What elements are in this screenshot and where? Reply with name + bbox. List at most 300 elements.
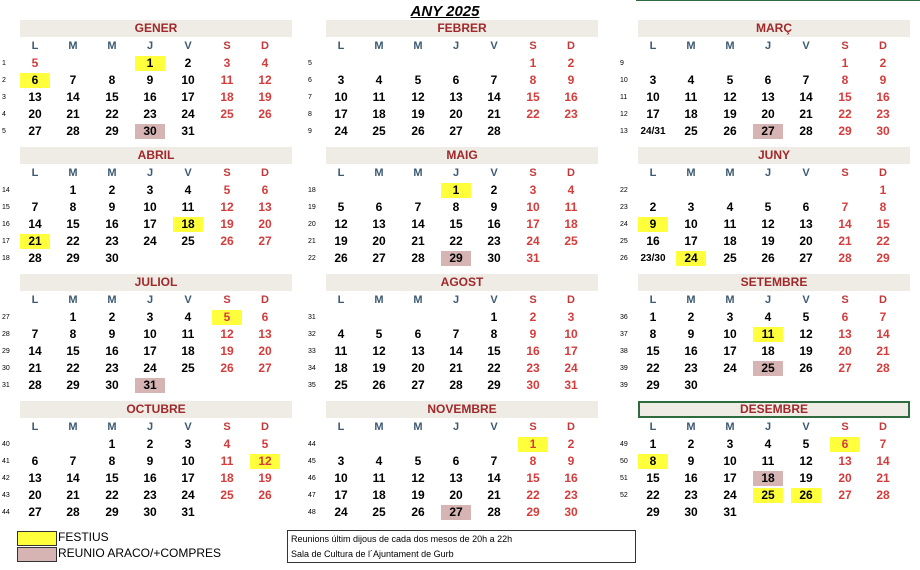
day-cell: 23 — [684, 361, 698, 375]
day-cell: 21 — [449, 361, 463, 375]
day-cell: 1 — [649, 437, 657, 451]
day-cell: 6 — [764, 73, 772, 87]
day-cell: 22 — [646, 361, 660, 375]
day-cell: 19 — [411, 107, 425, 121]
day-cell: 22 — [105, 488, 119, 502]
weekday-label: D — [261, 167, 269, 179]
divider — [636, 0, 920, 1]
weekday-label: V — [802, 40, 810, 52]
week-number: 36 — [620, 314, 628, 321]
month-title: ABRIL — [20, 147, 292, 164]
day-cell: 26 — [258, 107, 272, 121]
day-cell: 13 — [411, 344, 425, 358]
day-cell: 5 — [375, 327, 383, 341]
legend-festius-swatch — [17, 531, 57, 546]
day-cell: 30 — [105, 251, 119, 265]
day-cell: 1 — [649, 310, 657, 324]
weekday-label: L — [649, 40, 657, 52]
weekday-label: S — [529, 40, 537, 52]
day-cell: 5 — [802, 310, 810, 324]
day-cell: 6 — [20, 73, 50, 88]
day-cell: 12 — [799, 327, 813, 341]
day-cell: 18 — [761, 344, 775, 358]
weekday-label: L — [649, 421, 657, 433]
day-cell: 9 — [567, 73, 575, 87]
day-cell: 16 — [684, 471, 698, 485]
day-cell: 3 — [184, 437, 192, 451]
weekday-label: D — [879, 294, 887, 306]
day-cell: 18 — [564, 217, 578, 231]
day-cell: 23 — [564, 488, 578, 502]
week-number: 21 — [308, 238, 316, 245]
day-cell: 15 — [838, 90, 852, 104]
day-cell: 16 — [487, 217, 501, 231]
week-number: 4 — [2, 111, 6, 118]
weekday-label: M — [374, 40, 384, 52]
day-cell: 18 — [372, 488, 386, 502]
week-number: 5 — [2, 128, 6, 135]
day-cell: 8 — [490, 327, 498, 341]
week-number: 24 — [620, 221, 628, 228]
day-cell: 20 — [411, 361, 425, 375]
day-cell: 12 — [761, 217, 775, 231]
day-cell: 27 — [28, 505, 42, 519]
week-number: 10 — [620, 77, 628, 84]
day-cell: 20 — [799, 234, 813, 248]
day-cell: 28 — [876, 488, 890, 502]
day-cell: 3 — [687, 200, 695, 214]
month-juliol — [2, 274, 292, 392]
day-cell: 11 — [220, 73, 234, 87]
weekday-label: S — [841, 421, 849, 433]
day-cell: 12 — [723, 90, 737, 104]
day-cell: 8 — [529, 73, 537, 87]
day-cell: 4 — [375, 454, 383, 468]
week-number: 11 — [620, 94, 628, 101]
day-cell: 14 — [838, 217, 852, 231]
day-cell: 2 — [879, 56, 887, 70]
day-cell: 4 — [184, 310, 192, 324]
day-cell: 30 — [526, 378, 540, 392]
day-cell: 30 — [876, 124, 890, 138]
weekday-label: M — [107, 167, 117, 179]
day-cell: 7 — [69, 73, 77, 87]
weekday-label: M — [686, 40, 696, 52]
weekday-label: S — [841, 167, 849, 179]
day-cell: 25 — [372, 124, 386, 138]
week-number: 52 — [620, 492, 628, 499]
day-cell: 8 — [108, 73, 116, 87]
month-maig — [308, 147, 598, 265]
day-cell: 4 — [337, 327, 345, 341]
week-number: 6 — [308, 77, 312, 84]
week-number: 22 — [620, 187, 628, 194]
weekday-label: D — [261, 421, 269, 433]
day-cell: 6 — [452, 73, 460, 87]
weekday-label: S — [223, 294, 231, 306]
day-cell: 10 — [684, 217, 698, 231]
month-desembre — [620, 401, 910, 519]
day-cell: 25 — [723, 251, 737, 265]
day-cell: 18 — [372, 107, 386, 121]
weekday-label: M — [68, 40, 78, 52]
day-cell: 28 — [799, 124, 813, 138]
weekday-label: J — [452, 294, 460, 306]
week-number: 15 — [2, 204, 10, 211]
week-number: 27 — [2, 314, 10, 321]
week-number: 3 — [2, 94, 6, 101]
day-cell: 27 — [449, 124, 463, 138]
day-cell: 11 — [181, 200, 195, 214]
weekday-label: L — [337, 40, 345, 52]
day-cell: 26 — [761, 251, 775, 265]
day-cell: 26 — [799, 361, 813, 375]
day-cell: 17 — [526, 217, 540, 231]
day-cell: 6 — [830, 437, 860, 452]
day-cell: 16 — [646, 234, 660, 248]
weekday-label: J — [764, 167, 772, 179]
day-cell: 18 — [684, 107, 698, 121]
day-cell: 2 — [146, 437, 154, 451]
day-cell: 2 — [184, 56, 192, 70]
day-cell: 30 — [684, 378, 698, 392]
day-cell: 30 — [135, 124, 165, 139]
day-cell: 5 — [31, 56, 39, 70]
weekday-label: M — [686, 421, 696, 433]
weekday-label: L — [649, 167, 657, 179]
day-cell: 16 — [143, 471, 157, 485]
week-number: 18 — [308, 187, 316, 194]
weekday-label: D — [567, 421, 575, 433]
day-cell: 1 — [879, 183, 887, 197]
day-cell: 2 — [687, 310, 695, 324]
day-cell: 28 — [28, 251, 42, 265]
day-cell: 17 — [143, 217, 157, 231]
day-cell: 4 — [764, 437, 772, 451]
day-cell: 4 — [726, 200, 734, 214]
day-cell: 6 — [261, 183, 269, 197]
day-cell: 4 — [687, 73, 695, 87]
day-cell: 24 — [334, 505, 348, 519]
weekday-label: S — [529, 167, 537, 179]
day-cell: 7 — [490, 73, 498, 87]
week-number: 29 — [2, 348, 10, 355]
day-cell: 10 — [143, 200, 157, 214]
day-cell: 11 — [684, 90, 698, 104]
weekday-label: J — [452, 167, 460, 179]
day-cell: 10 — [723, 454, 737, 468]
week-number: 8 — [308, 111, 312, 118]
day-cell: 24 — [143, 361, 157, 375]
weekday-label: S — [223, 40, 231, 52]
day-cell: 31 — [723, 505, 737, 519]
month-title: MAIG — [326, 147, 598, 164]
day-cell: 4 — [223, 437, 231, 451]
week-number: 51 — [620, 475, 628, 482]
day-cell: 21 — [876, 344, 890, 358]
weekday-label: L — [337, 421, 345, 433]
weekday-label: V — [802, 294, 810, 306]
day-cell: 9 — [567, 454, 575, 468]
page-title: ANY 2025 — [410, 3, 480, 20]
legend-reunio-swatch — [17, 547, 57, 562]
day-cell: 27 — [441, 505, 471, 520]
day-cell: 31 — [181, 505, 195, 519]
day-cell: 28 — [66, 505, 80, 519]
weekday-label: S — [529, 294, 537, 306]
day-cell: 14 — [28, 344, 42, 358]
day-cell: 24 — [143, 234, 157, 248]
weekday-label: L — [31, 294, 39, 306]
day-cell: 4 — [184, 183, 192, 197]
day-cell: 7 — [490, 454, 498, 468]
day-cell: 3 — [146, 310, 154, 324]
day-cell: 9 — [108, 200, 116, 214]
weekday-label: V — [184, 294, 192, 306]
weekday-label: J — [764, 294, 772, 306]
day-cell: 23 — [487, 234, 501, 248]
day-cell: 11 — [372, 471, 386, 485]
day-cell: 23/30 — [640, 253, 666, 264]
week-number: 35 — [308, 382, 316, 389]
day-cell: 28 — [487, 124, 501, 138]
weekday-label: M — [725, 294, 735, 306]
day-cell: 12 — [799, 454, 813, 468]
day-cell: 19 — [334, 234, 348, 248]
day-cell: 23 — [876, 107, 890, 121]
day-cell: 25 — [181, 361, 195, 375]
day-cell: 29 — [526, 505, 540, 519]
week-number: 47 — [308, 492, 316, 499]
month-març — [620, 20, 910, 138]
day-cell: 2 — [687, 437, 695, 451]
week-number: 19 — [308, 204, 316, 211]
day-cell: 15 — [105, 471, 119, 485]
day-cell: 8 — [638, 454, 668, 469]
day-cell: 23 — [143, 107, 157, 121]
day-cell: 13 — [838, 454, 852, 468]
month-title: JULIOL — [20, 274, 292, 291]
day-cell: 1 — [841, 56, 849, 70]
day-cell: 2 — [490, 183, 498, 197]
day-cell: 25 — [220, 107, 234, 121]
week-number: 20 — [308, 221, 316, 228]
day-cell: 17 — [334, 488, 348, 502]
day-cell: 5 — [414, 73, 422, 87]
weekday-label: S — [529, 421, 537, 433]
day-cell: 9 — [638, 217, 668, 232]
day-cell: 4 — [764, 310, 772, 324]
day-cell: 23 — [143, 488, 157, 502]
day-cell: 10 — [526, 200, 540, 214]
day-cell: 25 — [753, 361, 783, 376]
day-cell: 16 — [876, 90, 890, 104]
day-cell: 17 — [334, 107, 348, 121]
day-cell: 22 — [838, 107, 852, 121]
day-cell: 13 — [838, 327, 852, 341]
week-number: 31 — [308, 314, 316, 321]
day-cell: 8 — [649, 327, 657, 341]
weekday-label: D — [261, 294, 269, 306]
day-cell: 30 — [487, 251, 501, 265]
day-cell: 30 — [105, 378, 119, 392]
day-cell: 5 — [726, 73, 734, 87]
day-cell: 8 — [69, 327, 77, 341]
day-cell: 2 — [108, 183, 116, 197]
day-cell: 30 — [684, 505, 698, 519]
weekday-label: M — [107, 40, 117, 52]
day-cell: 22 — [449, 234, 463, 248]
month-agost — [308, 274, 598, 392]
weekday-label: J — [764, 421, 772, 433]
day-cell: 19 — [220, 217, 234, 231]
day-cell: 26 — [372, 378, 386, 392]
notes-line-1: Reunions últim dijous de cada dos mesos de 20h a 22h — [291, 534, 513, 544]
day-cell: 27 — [753, 124, 783, 139]
day-cell: 28 — [411, 251, 425, 265]
day-cell: 23 — [526, 361, 540, 375]
day-cell: 4 — [375, 73, 383, 87]
weekday-label: M — [107, 294, 117, 306]
day-cell: 28 — [487, 505, 501, 519]
day-cell: 4 — [567, 183, 575, 197]
day-cell: 12 — [372, 344, 386, 358]
day-cell: 8 — [108, 454, 116, 468]
day-cell: 7 — [879, 437, 887, 451]
day-cell: 16 — [526, 344, 540, 358]
week-number: 17 — [2, 238, 10, 245]
weekday-label: M — [725, 421, 735, 433]
week-number: 12 — [620, 111, 628, 118]
day-cell: 7 — [802, 73, 810, 87]
day-cell: 26 — [258, 488, 272, 502]
day-cell: 2 — [529, 310, 537, 324]
week-number: 5 — [308, 60, 312, 67]
month-title: GENER — [20, 20, 292, 37]
weekday-label: V — [184, 167, 192, 179]
weekday-label: M — [374, 294, 384, 306]
weekday-label: M — [413, 421, 423, 433]
day-cell: 7 — [452, 327, 460, 341]
day-cell: 9 — [490, 200, 498, 214]
day-cell: 11 — [753, 327, 783, 342]
day-cell: 5 — [802, 437, 810, 451]
weekday-label: L — [31, 40, 39, 52]
day-cell: 11 — [181, 327, 195, 341]
day-cell: 11 — [372, 90, 386, 104]
weekday-label: L — [337, 167, 345, 179]
day-cell: 23 — [105, 234, 119, 248]
day-cell: 8 — [452, 200, 460, 214]
day-cell: 11 — [564, 200, 578, 214]
day-cell: 19 — [761, 234, 775, 248]
day-cell: 20 — [449, 107, 463, 121]
month-title: DESEMBRE — [638, 401, 910, 418]
weekday-label: J — [764, 40, 772, 52]
day-cell: 14 — [28, 217, 42, 231]
day-cell: 29 — [441, 251, 471, 266]
day-cell: 5 — [337, 200, 345, 214]
day-cell: 11 — [761, 454, 775, 468]
week-number: 32 — [308, 331, 316, 338]
day-cell: 29 — [646, 505, 660, 519]
day-cell: 26 — [791, 488, 821, 503]
day-cell: 31 — [135, 378, 165, 393]
day-cell: 20 — [761, 107, 775, 121]
day-cell: 6 — [452, 454, 460, 468]
day-cell: 14 — [876, 327, 890, 341]
day-cell: 27 — [28, 124, 42, 138]
day-cell: 30 — [143, 505, 157, 519]
day-cell: 13 — [372, 217, 386, 231]
day-cell: 19 — [411, 488, 425, 502]
day-cell: 6 — [841, 310, 849, 324]
day-cell: 20 — [28, 107, 42, 121]
day-cell: 6 — [802, 200, 810, 214]
day-cell: 15 — [66, 217, 80, 231]
day-cell: 17 — [723, 344, 737, 358]
day-cell: 28 — [838, 251, 852, 265]
weekday-label: L — [31, 421, 39, 433]
day-cell: 30 — [564, 505, 578, 519]
day-cell: 21 — [66, 107, 80, 121]
day-cell: 20 — [372, 234, 386, 248]
month-title: NOVEMBRE — [326, 401, 598, 418]
week-number: 16 — [2, 221, 10, 228]
day-cell: 3 — [337, 73, 345, 87]
month-novembre — [308, 401, 598, 519]
day-cell: 13 — [449, 90, 463, 104]
day-cell: 28 — [876, 361, 890, 375]
day-cell: 14 — [449, 344, 463, 358]
day-cell: 22 — [66, 234, 80, 248]
weekday-label: J — [452, 40, 460, 52]
week-number: 48 — [308, 509, 316, 516]
day-cell: 3 — [146, 183, 154, 197]
day-cell: 3 — [337, 454, 345, 468]
week-number: 13 — [620, 128, 628, 135]
day-cell: 7 — [414, 200, 422, 214]
weekday-label: S — [841, 294, 849, 306]
day-cell: 13 — [449, 471, 463, 485]
day-cell: 3 — [726, 437, 734, 451]
day-cell: 25 — [181, 234, 195, 248]
day-cell: 13 — [761, 90, 775, 104]
weekday-label: V — [490, 40, 498, 52]
day-cell: 19 — [372, 361, 386, 375]
day-cell: 11 — [220, 454, 234, 468]
weekday-label: M — [725, 167, 735, 179]
day-cell: 12 — [250, 454, 280, 469]
weekday-label: V — [802, 167, 810, 179]
day-cell: 13 — [258, 327, 272, 341]
day-cell: 23 — [105, 361, 119, 375]
day-cell: 8 — [841, 73, 849, 87]
day-cell: 29 — [105, 124, 119, 138]
day-cell: 13 — [799, 217, 813, 231]
week-number: 23 — [620, 204, 628, 211]
week-number: 14 — [2, 187, 10, 194]
day-cell: 10 — [181, 73, 195, 87]
day-cell: 24 — [723, 488, 737, 502]
weekday-label: M — [686, 294, 696, 306]
week-number: 46 — [308, 475, 316, 482]
day-cell: 19 — [723, 107, 737, 121]
day-cell: 11 — [723, 217, 737, 231]
weekday-label: M — [413, 40, 423, 52]
day-cell: 24 — [181, 488, 195, 502]
day-cell: 26 — [220, 361, 234, 375]
